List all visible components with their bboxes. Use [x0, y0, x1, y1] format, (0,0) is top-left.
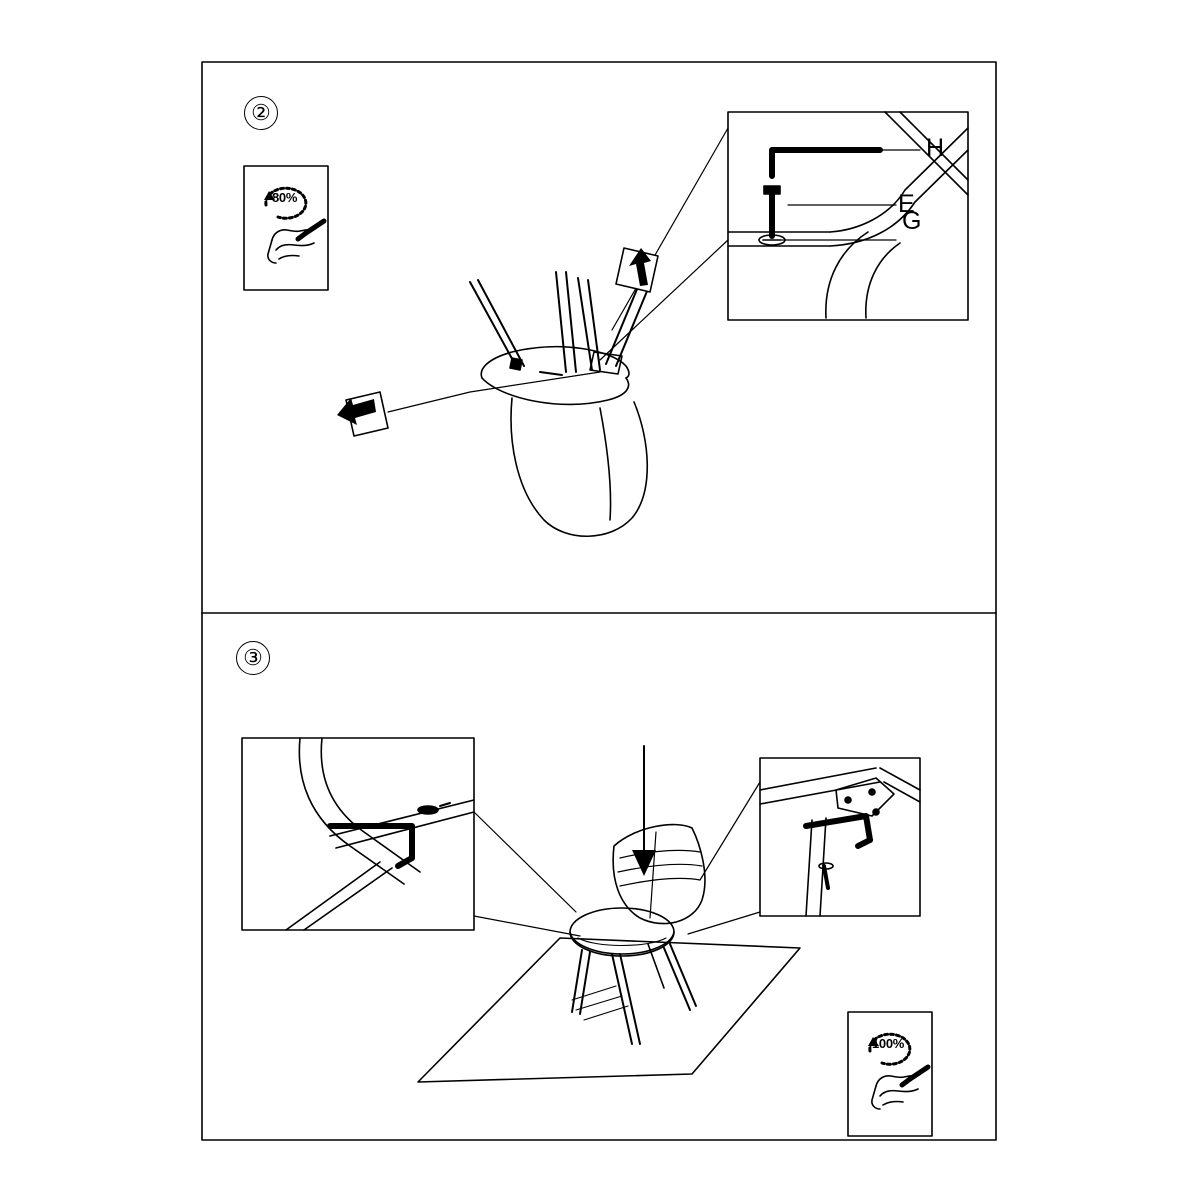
step-number-2: ②: [244, 96, 278, 130]
step3-torque-badge: [848, 1012, 932, 1136]
step3-detail-panel-left: [242, 738, 474, 930]
torque-percent-100: 100%: [872, 1036, 905, 1051]
torque-percent-80: 80%: [272, 190, 298, 205]
step2-arrow-marker-up: [616, 248, 658, 292]
step3-detail-panel-right: [760, 758, 920, 916]
callout-label-h: H: [926, 134, 945, 162]
callout-label-e: E: [898, 190, 915, 218]
step-number-3: ③: [236, 641, 270, 675]
step2-torque-badge: [244, 166, 328, 290]
callout-label-g: G: [902, 207, 922, 235]
